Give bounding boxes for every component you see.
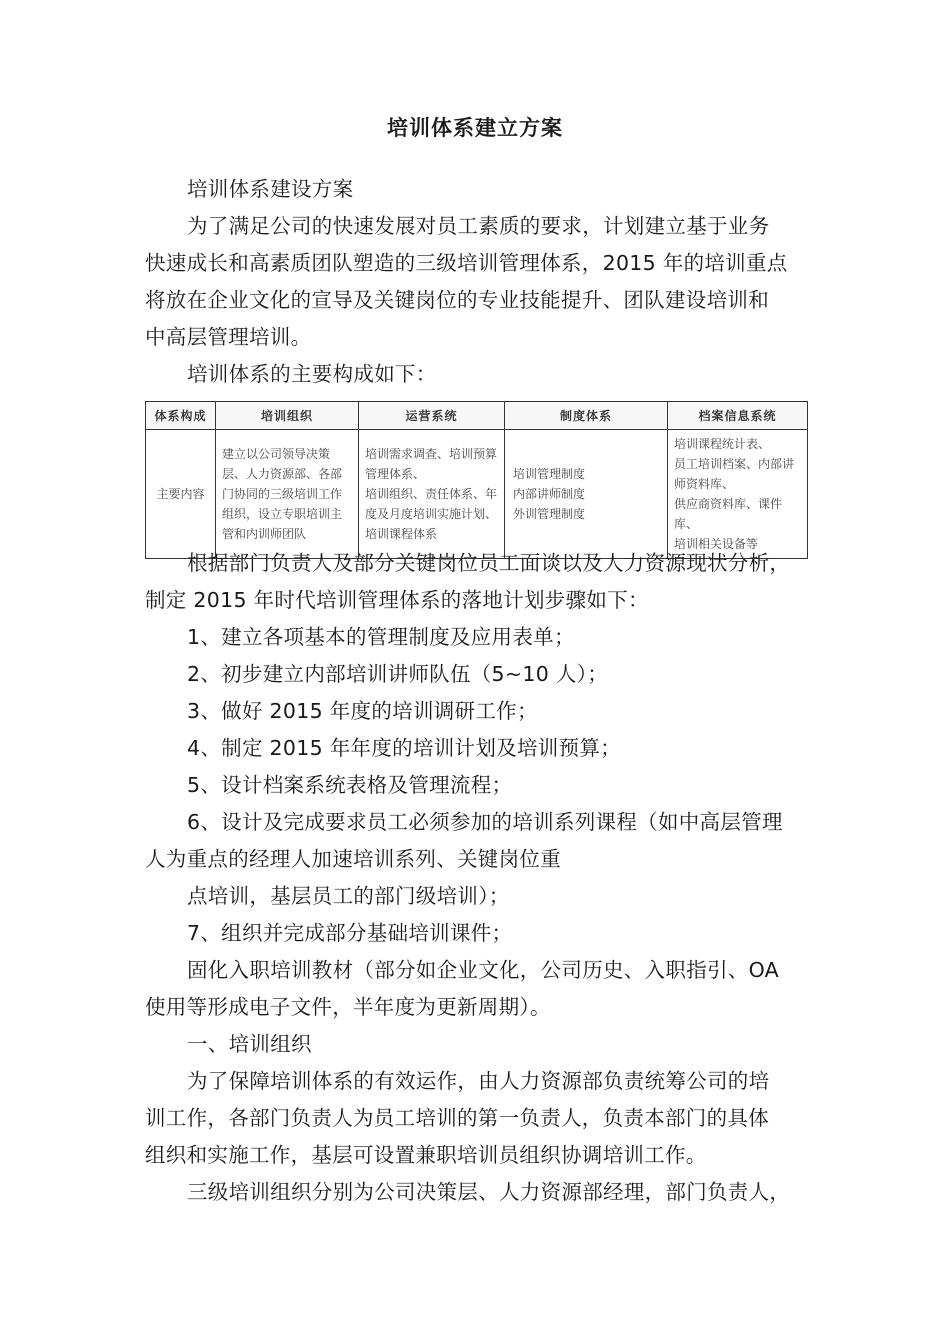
table-header-cell: 制度体系 [505,402,668,430]
section-para-line: 训工作，各部门负责人为员工培训的第一负责人，负责本部门的具体 [145,1106,769,1130]
table-header-cell: 体系构成 [146,402,216,430]
step-item: 3、做好 2015 年度的培训调研工作； [187,699,538,723]
table-cell-line: 员工培训档案、内部讲师资料库、 [674,457,795,491]
document-subtitle: 培训体系建设方案 [187,177,354,201]
document-title: 培训体系建立方案 [387,116,563,140]
table-row [146,430,808,559]
step-item: 点培训，基层员工的部门级培训）； [187,884,510,908]
step-item: 6、设计及完成要求员工必须参加的培训系列课程（如中高层管理 [187,810,783,834]
composition-intro: 培训体系的主要构成如下： [187,362,437,386]
table-header-cell: 档案信息系统 [668,402,808,430]
table-cell [216,430,359,559]
section-para-line: 三级培训组织分别为公司决策层、人力资源部经理，部门负责人， [187,1180,791,1204]
table-cell-line: 培训需求调查、培训预算管理体系、 [365,447,498,481]
step-item: 7、组织并完成部分基础培训课件； [187,921,513,945]
table-cell-line: 供应商资料库、课件库、 [674,497,783,531]
table-cell [359,430,505,559]
table-cell [505,430,668,559]
intro-line: 快速成长和高素质团队塑造的三级培训管理体系，2015 年的培训重点 [145,251,788,275]
step-item: 人为重点的经理人加速培训系列、关键岗位重 [145,847,561,871]
table-header-row [146,402,808,430]
table-cell-line: 内部讲师制度 [513,487,586,501]
table-cell-line: 培训课程统计表、 [674,437,771,451]
table-cell-line: 培训相关设备等 [674,537,759,551]
intro-line: 将放在企业文化的宣导及关键岗位的专业技能提升、团队建设培训和 [145,288,769,312]
table-cell-line: 外训管理制度 [513,507,586,521]
section-para-line: 组织和实施工作，基层可设置兼职培训员组织协调培训工作。 [145,1143,707,1167]
step-item: 5、设计档案系统表格及管理流程； [187,773,513,797]
solidify-line: 固化入职培训教材（部分如企业文化，公司历史、入职指引、OA [187,958,779,982]
section-para-line: 为了保障培训体系的有效运作，由人力资源部负责统筹公司的培 [187,1069,770,1093]
step-item: 4、制定 2015 年年度的培训计划及培训预算； [187,736,621,760]
table-cell-line: 培训管理制度 [513,467,586,481]
intro-line: 为了满足公司的快速发展对员工素质的要求，计划建立基于业务 [187,214,770,238]
table-header-cell: 培训组织 [216,402,359,430]
intro-line: 中高层管理培训。 [145,325,312,349]
table-cell-line: 建立以公司领导决策层、人力资源部、各部门协同的三级培训工作组织，设立专职培训主管和内训师团队 [222,447,343,541]
plan-intro-line: 根据部门负责人及部分关键岗位员工面谈以及人力资源现状分析， [187,551,791,575]
plan-intro-line: 制定 2015 年时代培训管理体系的落地计划步骤如下： [145,588,649,612]
step-item: 1、建立各项基本的管理制度及应用表单； [187,625,575,649]
table-header-cell: 运营系统 [359,402,505,430]
section-heading: 一、培训组织 [187,1032,312,1056]
solidify-line: 使用等形成电子文件，半年度为更新周期）。 [145,995,551,1019]
composition-table [145,401,808,559]
step-item: 2、初步建立内部培训讲师队伍（5~10 人）； [187,662,609,686]
table-row-label: 主要内容 [146,430,216,559]
table-cell-line: 培训组织、责任体系、年度及月度培训实施计划、培训课程体系 [365,487,498,541]
table-cell [668,430,808,559]
